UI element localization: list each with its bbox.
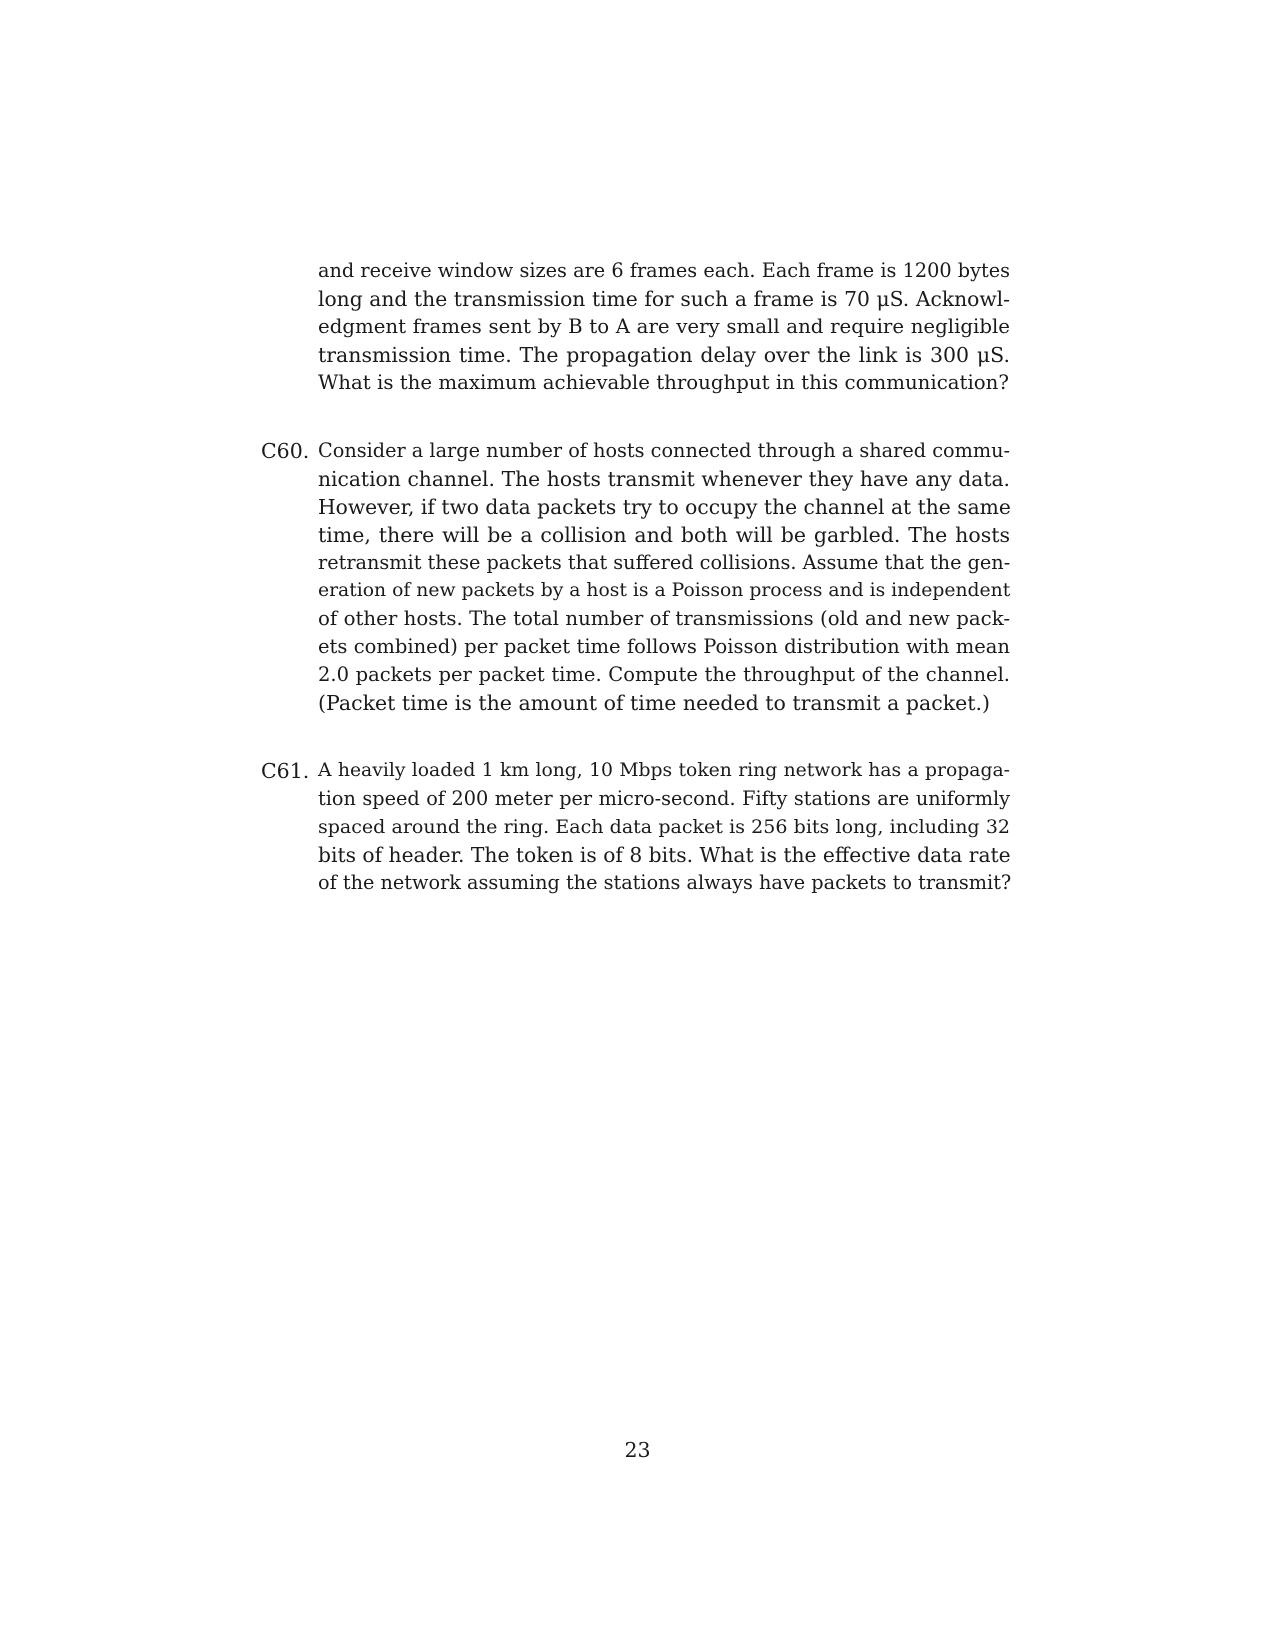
text-line: and receive window sizes are 6 frames each. Each frame is 1200 bytes bbox=[318, 259, 1010, 282]
text-line: time, there will be a collision and both will be garbled. The hosts bbox=[318, 523, 1010, 547]
text-line: What is the maximum achievable throughput in this communication? bbox=[318, 371, 1009, 394]
text-line: nication channel. The hosts transmit whenever they have any data. bbox=[318, 467, 1010, 491]
question-number: C61. bbox=[261, 759, 310, 783]
text-line: bits of header. The token is of 8 bits. What is the effective data rate bbox=[318, 843, 1011, 867]
text-line: spaced around the ring. Each data packet is 256 bits long, including 32 bbox=[318, 816, 1010, 838]
text-line: long and the transmission time for such a frame is 70 μS. Acknowl- bbox=[318, 287, 1010, 311]
text-line: of other hosts. The total number of transmissions (old and new pack- bbox=[318, 607, 1010, 630]
text-line: Consider a large number of hosts connected through a shared commu- bbox=[318, 439, 1010, 462]
question-number: C60. bbox=[261, 439, 310, 463]
text-line: edgment frames sent by B to A are very small and require negligible bbox=[318, 315, 1010, 338]
text-line: transmission time. The propagation delay over the link is 300 μS. bbox=[318, 343, 1010, 367]
text-line: ets combined) per packet time follows Poisson distribution with mean bbox=[318, 635, 1010, 658]
text-line: A heavily loaded 1 km long, 10 Mbps token ring network has a propaga- bbox=[318, 760, 1010, 781]
text-line: tion speed of 200 meter per micro-second. Fifty stations are uniformly bbox=[318, 787, 1010, 810]
text-line: of the network assuming the stations always have packets to transmit? bbox=[318, 871, 1012, 894]
page-number: 23 bbox=[624, 1438, 651, 1462]
text-line: retransmit these packets that suffered collisions. Assume that the gen- bbox=[318, 551, 1011, 574]
text-line: However, if two data packets try to occupy the channel at the same bbox=[318, 495, 1011, 519]
text-line: eration of new packets by a host is a Poisson process and is independent bbox=[318, 580, 1011, 601]
text-line: 2.0 packets per packet time. Compute the throughput of the channel. bbox=[318, 663, 1010, 686]
text-line: (Packet time is the amount of time needed to transmit a packet.) bbox=[318, 691, 990, 715]
